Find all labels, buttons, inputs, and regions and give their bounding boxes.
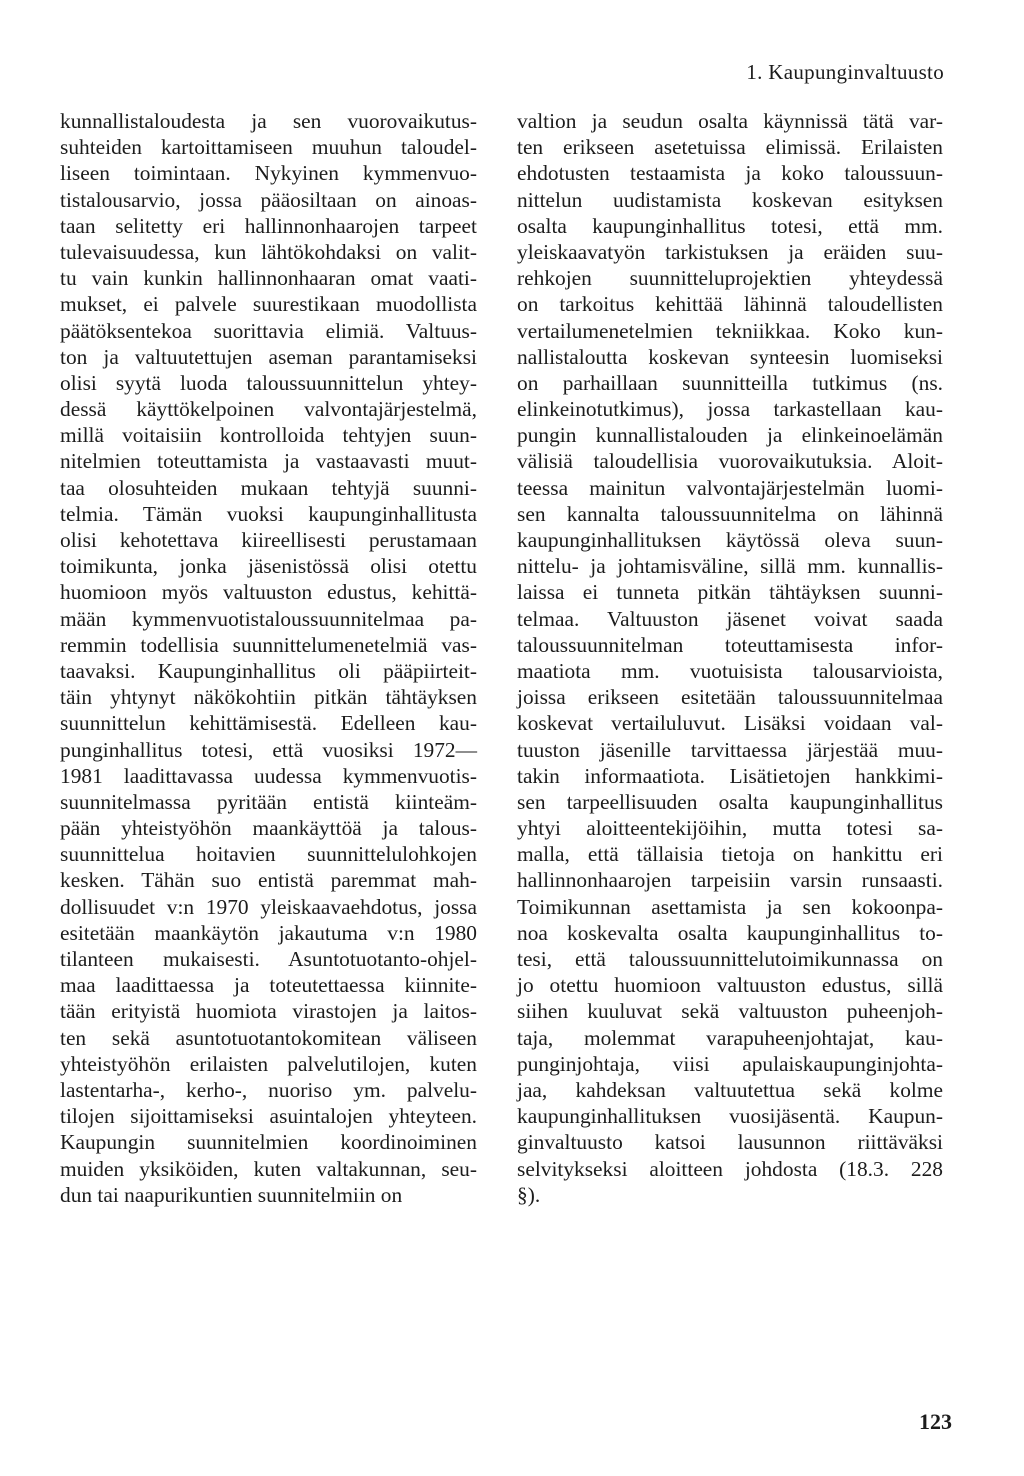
text-line: tuuston jäsenille tarvittaessa järjestää muu-: [517, 737, 943, 762]
text-line: teessa mainitun valvontajärjestelmän luomi-: [517, 475, 943, 500]
text-line: taja, molemmat varapuheenjohtajat, kau-: [517, 1025, 943, 1050]
text-line: hallinnonhaarojen tarpeisiin varsin runsaasti.: [517, 868, 943, 893]
text-line: jaa, kahdeksan valtuutettua sekä kolme: [517, 1077, 943, 1102]
text-line: laissa ei tunneta pitkän tähtäyksen suunni-: [517, 580, 943, 605]
text-line: esitetään maankäytön jakautuma v:n 1980: [60, 920, 477, 945]
text-line: joissa erikseen esitetään taloussuunnitelmaa: [517, 685, 943, 710]
text-line: kesken. Tähän suo entistä paremmat mah-: [60, 868, 477, 893]
text-line: valtion ja seudun osalta käynnissä tätä var-: [517, 109, 943, 133]
text-line: koskevat vertailuluvut. Lisäksi voidaan val-: [517, 711, 943, 736]
text-line: taavaksi. Kaupunginhallitus oli pääpiirteit-: [60, 658, 477, 683]
text-line: nitelmien toteuttamista ja vastaavasti muut-: [60, 449, 477, 474]
text-line: maa laadittaessa ja toteutettaessa kiinnite-: [60, 973, 477, 998]
text-line: ginvaltuusto katsoi lausunnon riittäväksi: [517, 1130, 943, 1155]
text-line: taloussuunnitelman toteuttamisesta infor-: [517, 632, 943, 657]
text-line: päätöksentekoa suorittavia elimiä. Valtuus-: [60, 318, 477, 343]
text-line: selvitykseksi aloitteen johdosta (18.3. 228: [517, 1156, 943, 1181]
text-line: mukset, ei palvele suurestikaan muodollista: [60, 292, 477, 317]
text-line: yleiskaavatyön tarkistuksen ja eräiden suu-: [517, 239, 943, 264]
text-line: malla, että tällaisia tietoja on hankittu eri: [517, 842, 943, 867]
text-line: tilojen sijoittamiseksi asuintalojen yhteyteen.: [60, 1104, 477, 1129]
text-line: pään yhteistyöhön maankäyttöä ja talous-: [60, 816, 477, 841]
text-line: huomioon myös valtuuston edustus, kehittä-: [60, 580, 477, 605]
text-line: 1981 laadittavassa uudessa kymmenvuotis-: [60, 763, 477, 788]
text-line: ten erikseen asetetuissa elimissä. Erilaisten: [517, 135, 943, 160]
text-line: vertailumenetelmien tekniikkaa. Koko kun-: [517, 318, 943, 343]
text-line: tilanteen mukaisesti. Asuntotuotanto-ohjel-: [60, 947, 477, 971]
text-line: nittelu- ja johtamisväline, sillä mm. kunnallis-: [517, 554, 943, 579]
text-line: remmin todellisia suunnittelumenetelmiä vas-: [60, 632, 477, 657]
text-line: telmia. Tämän vuoksi kaupunginhallitusta: [60, 501, 477, 526]
text-line: punginhallitus totesi, että vuosiksi 1972—: [60, 737, 477, 762]
text-line: suunnitelmassa pyritään entistä kiinteäm-: [60, 789, 477, 814]
text-line: olisi kehotettava kiireellisesti perustamaan: [60, 528, 477, 552]
text-line: §).: [517, 1182, 541, 1207]
text-line: takin informaatiota. Lisätietojen hankkimi-: [517, 763, 943, 788]
text-line: taan selitetty eri hallinnonhaarojen tarpeet: [60, 213, 477, 238]
text-line: nittelun uudistamista koskevan esityksen: [517, 187, 943, 212]
text-line: on tarkoitus kehittää lähinnä taloudellisten: [517, 292, 943, 317]
text-line: tu vain kunkin hallinnonhaaran omat vaati-: [60, 266, 477, 291]
text-line: mään kymmenvuotistaloussuunnitelmaa pa-: [60, 606, 477, 631]
text-line: elinkeinotutkimus), jossa tarkastellaan kau-: [517, 397, 943, 422]
right-text-column: [517, 108, 943, 1208]
text-line: maatiota mm. vuotuisista talousarvioista,: [517, 658, 943, 683]
text-line: sen tarpeellisuuden osalta kaupunginhallitus: [517, 789, 943, 814]
text-line: tistalousarvio, jossa pääosiltaan on ainoas-: [60, 187, 477, 212]
text-line: kaupunginhallituksen käytössä oleva suun-: [517, 528, 943, 552]
text-line: olisi syytä luoda taloussuunnittelun yhtey-: [60, 370, 477, 395]
text-line: telmaa. Valtuuston jäsenet voivat saada: [517, 606, 943, 631]
text-line: dun tai naapurikuntien suunnitelmiin on: [60, 1182, 403, 1207]
left-text-column: [60, 108, 477, 1208]
text-line: suhteiden kartoittamiseen muuhun taloudel-: [60, 135, 477, 160]
text-line: yhteistyöhön erilaisten palvelutilojen, kuten: [60, 1051, 477, 1076]
text-line: punginjohtaja, viisi apulaiskaupunginjohta-: [517, 1051, 943, 1076]
text-line: osalta kaupunginhallitus totesi, että mm.: [517, 213, 943, 238]
text-line: tesi, että taloussuunnittelutoimikunnassa on: [517, 947, 943, 971]
page-number: 123: [919, 1409, 952, 1434]
text-line: dessä käyttökelpoinen valvontajärjestelmä,: [60, 397, 477, 422]
text-line: kunnallistaloudesta ja sen vuorovaikutus-: [60, 109, 477, 133]
text-line: noa koskevalta osalta kaupunginhallitus to-: [517, 920, 943, 945]
text-line: tään erityistä huomiota virastojen ja laitos-: [60, 999, 477, 1024]
text-line: tulevaisuudessa, kun lähtökohdaksi on valit-: [60, 239, 477, 264]
text-line: millä voitaisiin kontrolloida tehtyjen suun-: [60, 423, 477, 448]
text-line: täin yhtynyt näkökohtiin pitkän tähtäyksen: [60, 685, 477, 710]
text-line: jo otettu huomioon valtuuston edustus, sillä: [517, 973, 943, 998]
text-line: suunnittelun kehittämisestä. Edelleen kau-: [60, 711, 477, 736]
text-line: lastentarha-, kerho-, nuoriso ym. palvelu-: [60, 1077, 477, 1102]
text-line: nallistaloutta koskevan synteesin luomiseksi: [517, 344, 943, 369]
text-line: kaupunginhallituksen vuosijäsentä. Kaupun-: [517, 1104, 943, 1129]
text-line: siihen kuuluvat sekä valtuuston puheenjoh-: [517, 999, 943, 1024]
text-line: sen kannalta taloussuunnitelma on lähinnä: [517, 501, 943, 526]
text-line: liseen toimintaan. Nykyinen kymmenvuo-: [60, 161, 477, 186]
text-line: yhtyi aloitteentekijöihin, mutta totesi sa-: [517, 816, 943, 841]
text-line: suunnittelua hoitavien suunnittelulohkojen: [60, 842, 477, 867]
text-line: välisiä taloudellisia vuorovaikutuksia. Aloit-: [517, 449, 943, 474]
text-line: dollisuudet v:n 1970 yleiskaavaehdotus, jossa: [60, 894, 477, 919]
text-line: Toimikunnan asettamista ja sen kokoonpa-: [517, 894, 943, 919]
text-line: ton ja valtuutettujen aseman parantamiseksi: [60, 344, 477, 369]
running-head: 1. Kaupunginvaltuusto: [746, 60, 944, 84]
text-line: taa olosuhteiden mukaan tehtyjä suunni-: [60, 475, 477, 500]
text-line: Kaupungin suunnitelmien koordinoiminen: [60, 1130, 477, 1155]
text-line: ten sekä asuntotuotantokomitean väliseen: [60, 1025, 477, 1050]
text-line: rehkojen suunnitteluprojektien yhteydessä: [517, 266, 943, 291]
text-line: toimikunta, jonka jäsenistössä olisi otettu: [60, 554, 477, 579]
text-line: ehdotusten testaamista ja koko taloussuun-: [517, 161, 943, 186]
text-line: pungin kunnallistalouden ja elinkeinoelämän: [517, 423, 943, 448]
text-line: muiden yksiköiden, kuten valtakunnan, seu-: [60, 1156, 477, 1181]
text-line: on parhaillaan suunnitteilla tutkimus (ns.: [517, 370, 943, 395]
